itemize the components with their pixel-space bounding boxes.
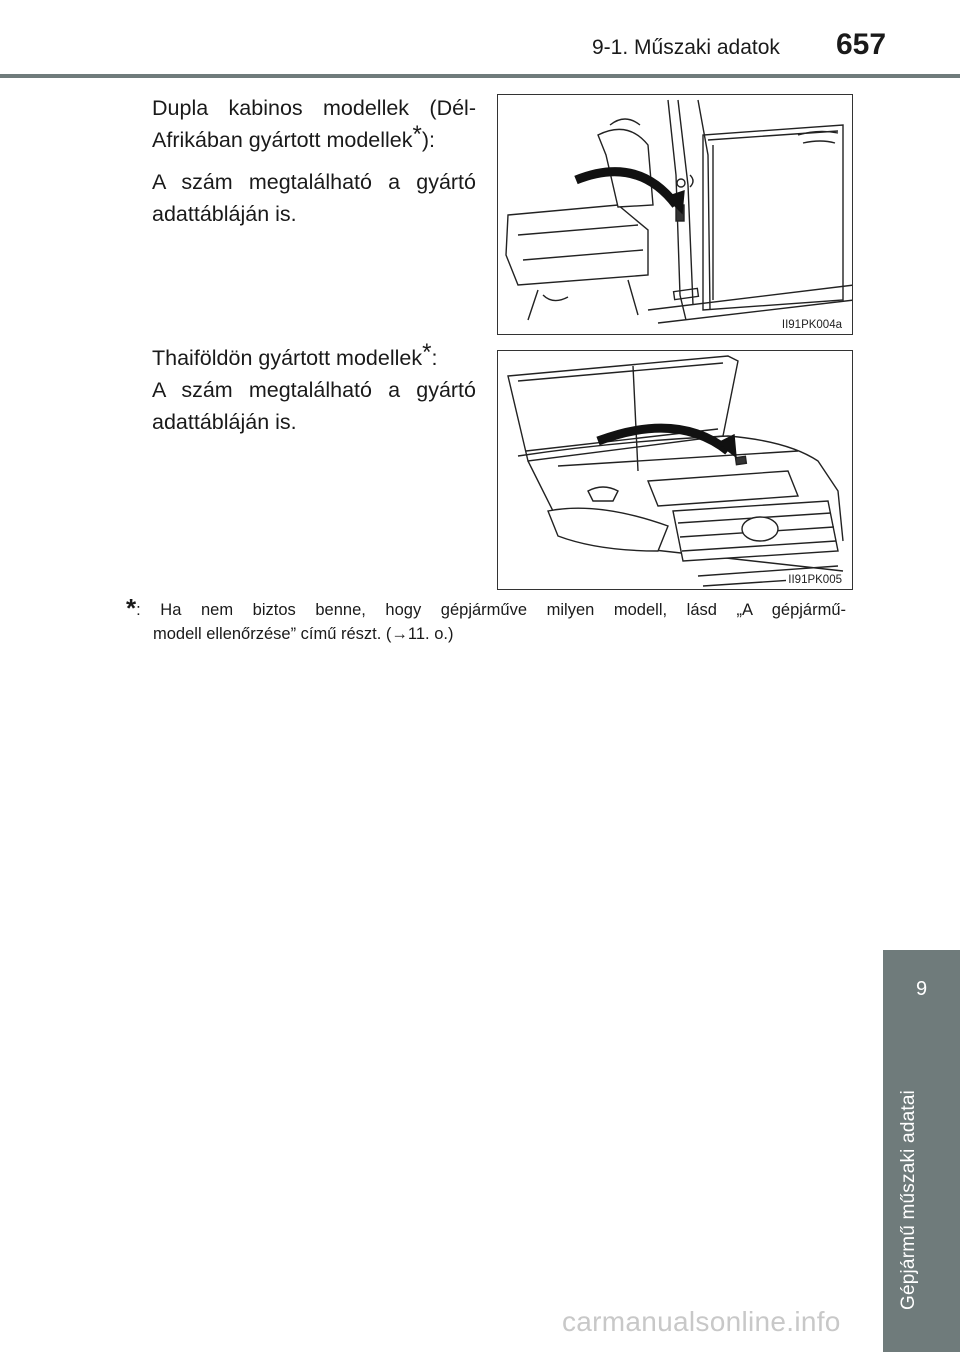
watermark: carmanualsonline.info xyxy=(562,1306,841,1337)
text-line: A szám megtalálható a gyártó xyxy=(152,378,476,402)
asterisk-mark: * xyxy=(126,593,137,623)
figure-engine-bay xyxy=(497,350,853,590)
footnote-line: modell ellenőrzése” című részt. (→11. o.) xyxy=(153,625,454,643)
engine-bay-illustration xyxy=(498,351,853,590)
text-block-thailand xyxy=(152,339,476,438)
figure-code: II91PK005 xyxy=(788,574,842,586)
chapter-label: Gépjármű műszaki adatai xyxy=(898,1089,919,1310)
figure-door-pillar xyxy=(497,94,853,335)
section-title: 9-1. Műszaki adatok xyxy=(592,36,780,59)
header-rule xyxy=(0,74,960,78)
chapter-number: 9 xyxy=(915,978,928,1000)
text-line: Afrikában gyártott modellek*): xyxy=(152,121,436,152)
asterisk-mark: * xyxy=(422,339,432,366)
text-line: adattábláján is. xyxy=(152,202,297,226)
text-line: Thaiföldön gyártott modellek*: xyxy=(152,339,438,370)
footnote-line: *: Ha nem biztos benne, hogy gépjárműve milyen modell, lásd „A gépjármű- xyxy=(126,593,846,623)
chapter-tab xyxy=(883,950,960,1352)
text-block-double-cab xyxy=(152,92,476,230)
text-line: A szám megtalálható a gyártó xyxy=(152,170,476,194)
figure-code: II91PK004a xyxy=(781,319,842,331)
asterisk-mark: * xyxy=(412,121,422,148)
text-line: adattábláján is. xyxy=(152,410,297,434)
door-pillar-illustration xyxy=(498,95,853,335)
text-line: Dupla kabinos modellek (Dél- xyxy=(152,96,476,120)
page-number: 657 xyxy=(836,28,887,61)
footnote xyxy=(126,593,846,646)
